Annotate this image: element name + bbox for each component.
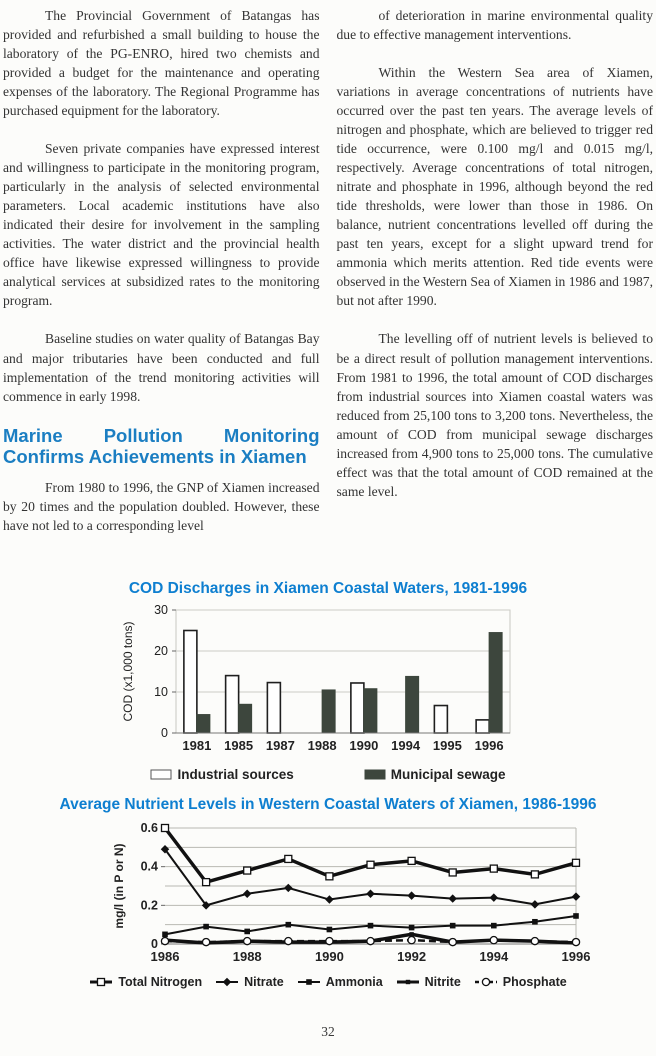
- y-axis-label: mg/l (in P or N): [112, 843, 126, 929]
- bar-industrial: [184, 631, 197, 734]
- legend-label: Nitrate: [244, 975, 284, 990]
- bar-industrial: [267, 683, 280, 733]
- legend-item: [297, 975, 383, 989]
- x-tick-label: 1996: [474, 738, 504, 754]
- legend-item: [215, 975, 284, 989]
- y-tick-label: 0.6: [140, 821, 158, 836]
- legend-swatch-icon: [150, 769, 172, 780]
- paragraph: The levelling off of nutrient levels is believed to be a direct result of pollution management interventions. From 1981 to 1996, the total amount of COD discharges from industrial sources into Xiamen coastal waters was reduced from 25,100 tons to 3,200 tons. Nevertheless, the amount of COD from municipal sewage discharges increased from 4,900 tons to 25,000 tons. The cumulative effect was that the total amount of COD remained at the same level.: [336, 331, 653, 499]
- paragraph: Within the Western Sea area of Xiamen, variations in average concentrations of nutrients have occurred over the past ten years. The average levels of nitrogen and phosphate, which are believed to trigger red tide occurrence, were 0.100 mg/l and 0.015 mg/l, respectively. Average concentrations of total nitrogen, nitrate and phosphate in 1996, although beyond the red tide thresholds, were lower than those in 1986. On balance, nutrient concentrations levelled off during the past ten years, except for a slight upward trend for ammonia which merits attention. Red tide events were observed in the Western Sea of Xiamen in 1986 and 1987, but not after 1990.: [336, 65, 653, 309]
- legend-label: Total Nitrogen: [118, 975, 203, 990]
- bar-industrial: [434, 706, 447, 733]
- bar-industrial: [226, 676, 239, 733]
- x-tick-label: 1986: [150, 949, 180, 965]
- x-tick-label: 1994: [391, 738, 421, 754]
- bar-municipal: [489, 633, 502, 733]
- legend-swatch-icon: [297, 977, 321, 987]
- series-total-nitrogen: [162, 825, 580, 886]
- legend-swatch-icon: [89, 977, 113, 987]
- legend-label: Industrial sources: [177, 767, 294, 783]
- paragraph: The Provincial Government of Batangas has provided and refurbished a small building to house the laboratory of the PG-ENRO, hired two chemists and provided a budget for the maintenance and operating expenses of the laboratory. The Regional Programme has purchased equipment for the laboratory.: [3, 8, 320, 119]
- x-tick-label: 1994: [479, 949, 509, 965]
- line-chart-legend: [0, 975, 656, 989]
- x-tick-label: 1990: [314, 949, 344, 965]
- legend-label: Phosphate: [502, 975, 567, 990]
- legend-label: Nitrite: [424, 975, 461, 990]
- legend-item: [89, 975, 202, 989]
- chart-title: COD Discharges in Xiamen Coastal Waters, 1981-1996: [128, 580, 528, 598]
- y-tick-label: 0: [161, 726, 168, 741]
- bar-municipal: [364, 689, 377, 733]
- bar-municipal: [239, 705, 252, 734]
- bar-municipal: [197, 715, 210, 733]
- legend-item: [396, 975, 461, 989]
- nutrient-line-chart: [0, 796, 656, 989]
- legend-swatch-icon: [396, 977, 420, 987]
- x-tick-label: 1995: [432, 738, 462, 754]
- legend-item: [474, 975, 567, 989]
- page-number: 32: [321, 1024, 335, 1039]
- cod-bar-chart-svg: [118, 602, 520, 756]
- legend-swatch-icon: [364, 769, 386, 780]
- legend-label: Ammonia: [325, 975, 383, 990]
- y-tick-label: 0.4: [140, 860, 158, 875]
- section-heading: Marine Pollution Monitoring Confirms Achievements in Xiamen: [3, 424, 320, 468]
- right-column: [337, 6, 654, 554]
- legend-item: [150, 767, 293, 782]
- legend-item: [364, 767, 506, 782]
- nutrient-line-chart-svg: [110, 818, 596, 968]
- left-column: [3, 6, 320, 554]
- y-tick-label: 0: [151, 937, 158, 952]
- paragraph: From 1980 to 1996, the GNP of Xiamen increased by 20 times and the population doubled. However, these have not led to a corresponding level: [3, 480, 320, 534]
- legend-swatch-icon: [474, 977, 498, 987]
- bar-industrial: [351, 683, 364, 733]
- x-tick-label: 1990: [349, 738, 379, 754]
- paragraph: Seven private companies have expressed interest and willingness to participate in the monitoring program, particularly in the analysis of selected environmental parameters. Local academic institutions have also indicated their desire for involvement in the sampling activities. The water district and the provincial health office have likewise expressed willingness to provide analytical services at subsidized rates to the monitoring program.: [3, 141, 320, 309]
- x-tick-label: 1988: [307, 738, 337, 754]
- y-tick-label: 30: [154, 603, 168, 618]
- bar-municipal: [322, 690, 335, 733]
- legend-label: Municipal sewage: [390, 767, 506, 783]
- x-tick-label: 1996: [561, 949, 591, 965]
- x-tick-label: 1992: [397, 949, 427, 965]
- paragraph: of deterioration in marine environmental quality due to effective management interventions.: [336, 8, 653, 43]
- paragraph: Baseline studies on water quality of Batangas Bay and major tributaries have been conducted and full implementation of the trend monitoring activities will commence in early 1998.: [3, 331, 320, 404]
- x-tick-label: 1981: [182, 738, 212, 754]
- y-tick-label: 0.2: [140, 898, 158, 913]
- bar-chart-legend: [0, 767, 656, 782]
- y-tick-label: 20: [154, 644, 168, 659]
- x-tick-label: 1985: [224, 738, 254, 754]
- cod-bar-chart: [0, 580, 656, 782]
- bar-municipal: [406, 677, 419, 734]
- x-tick-label: 1987: [265, 738, 295, 754]
- y-tick-label: 10: [154, 685, 168, 700]
- y-axis-label: COD (x1,000 tons): [121, 621, 135, 722]
- bar-industrial: [476, 720, 489, 733]
- x-tick-label: 1988: [232, 949, 262, 965]
- legend-swatch-icon: [215, 977, 239, 987]
- chart-title: Average Nutrient Levels in Western Coastal Waters of Xiamen, 1986-1996: [59, 796, 597, 814]
